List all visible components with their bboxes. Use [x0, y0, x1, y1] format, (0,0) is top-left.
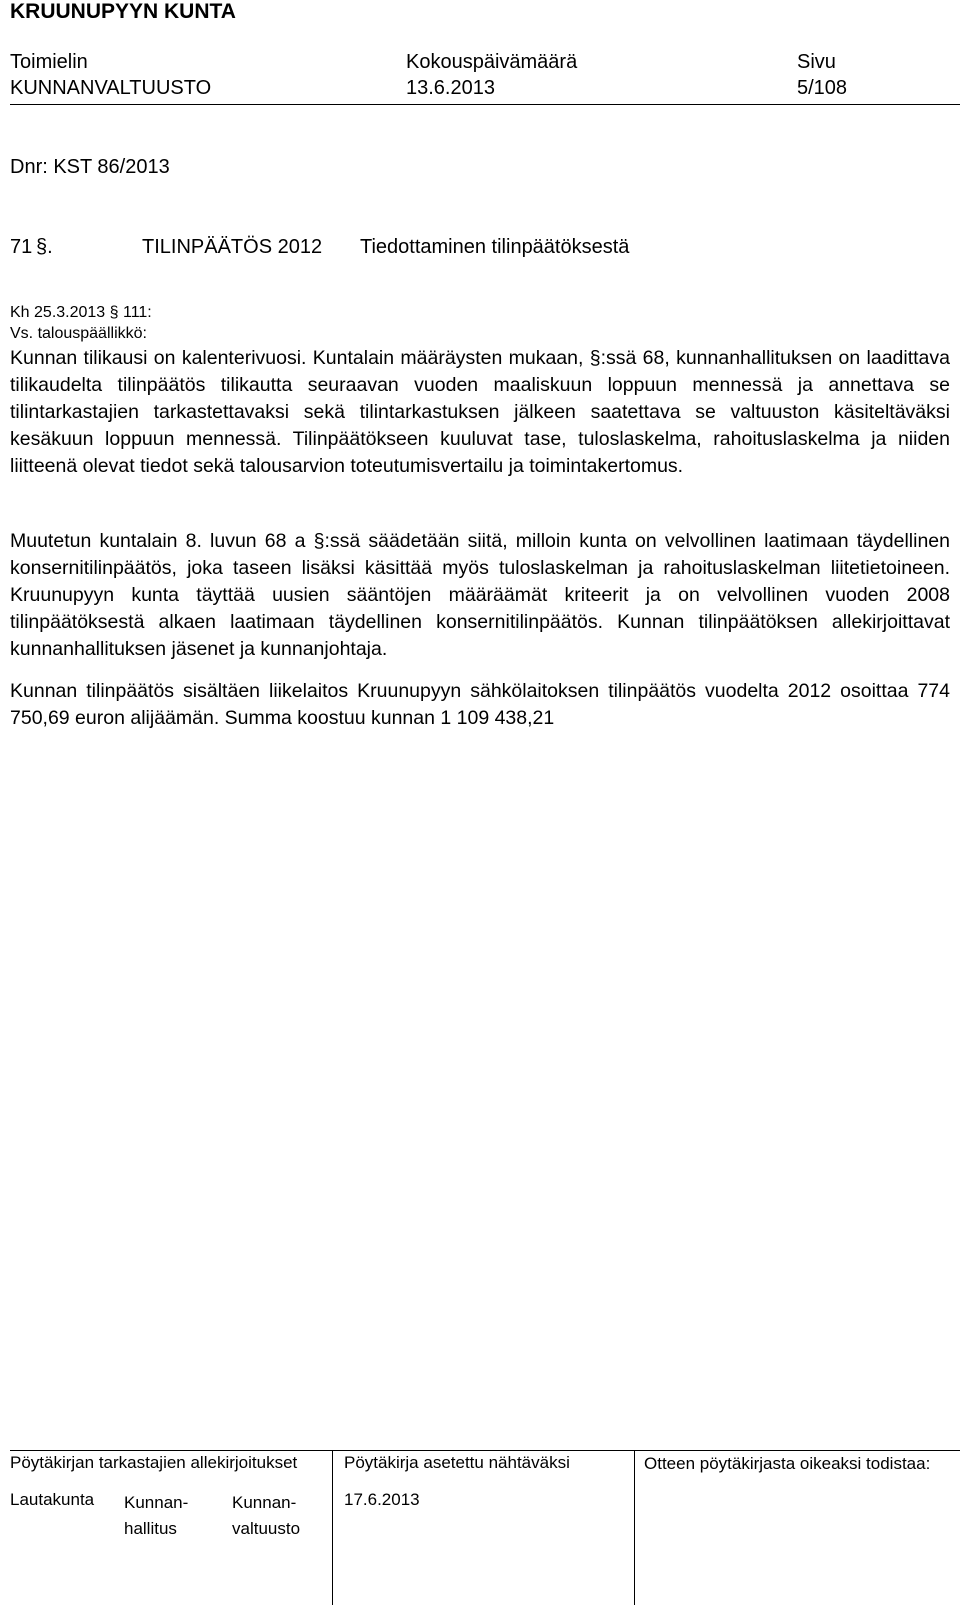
header-divider	[10, 104, 960, 105]
footer-certification-title: Otteen pöytäkirjasta oikeaksi todistaa:	[644, 1454, 931, 1473]
paragraph-1	[10, 345, 950, 480]
header-label-body: Toimielin	[10, 51, 88, 73]
paragraph-2	[10, 528, 950, 663]
preparer-title: Vs. talouspäällikkö:	[10, 325, 147, 342]
section-subtitle: Tiedottaminen tilinpäätöksestä	[360, 236, 630, 258]
footer-signature-lautakunta: Lautakunta	[10, 1490, 95, 1509]
dnr-reference: Dnr: KST 86/2013	[10, 156, 170, 178]
footer-divider	[10, 1450, 960, 1451]
section-number: 71	[10, 236, 33, 258]
footer-posted-date: 17.6.2013	[344, 1490, 420, 1509]
paragraph-3-text: Kunnan tilinpäätös sisältäen liikelaitos Kruunupyyn sähkölaitoksen tilinpäätös vuodelta 2012 osoittaa 774 750,69 euron alijäämän. Summa koostuu kunnan 1 109 438,21	[10, 680, 950, 729]
footer-column-divider-2	[634, 1451, 635, 1605]
header-label-page: Sivu	[797, 51, 836, 73]
organization-name: KRUUNUPYYN KUNTA	[10, 0, 236, 23]
footer-signature-kunnanhallitus: Kunnan- hallitus	[124, 1493, 189, 1538]
header-label-date: Kokouspäivämäärä	[406, 51, 578, 73]
section-title: TILINPÄÄTÖS 2012	[142, 236, 323, 258]
footer-posted-title: Pöytäkirja asetettu nähtäväksi	[344, 1453, 570, 1472]
paragraph-1-text: Kunnan tilikausi on kalenterivuosi. Kuntalain määräysten mukaan, §:ssä 68, kunnanhallituksen on laadittava tilikaudelta tilinpäätös tilikautta seuraavan vuoden maaliskuun loppuun mennessä ja annettava se tilintarkastajien tarkastettavaksi sekä tilintarkastuksen jälkeen saatettava se valtuuston käsiteltäväksi kesäkuun loppuun mennessä. Tilinpäätökseen kuuluvat tase, tuloslaskelma, rahoituslaskelma ja niiden liitteenä olevat tiedot sekä talousarvion toteutumisvertailu ja toimintakertomus.	[10, 347, 950, 477]
history-reference: Kh 25.3.2013 § 111:	[10, 304, 152, 321]
paragraph-2-text: Muutetun kuntalain 8. luvun 68 a §:ssä säädetään siitä, milloin kunta on velvollinen laatimaan täydellinen konsernitilinpäätös, joka taseen lisäksi käsittää myös tuloslaskelman ja rahoituslaskelman liitetietoineen. Kruunupyyn kunta täyttää uusien sääntöjen määräämät kriteerit ja on velvollinen vuoden 2008 tilinpäätöksestä alkaen laatimaan täydellinen konsernitilinpäätös. Kunnan tilinpäätöksen allekirjoittavat kunnanhallituksen jäsenet ja kunnanjohtaja.	[10, 530, 950, 660]
footer-column-divider-1	[332, 1451, 333, 1605]
section-symbol: §.	[36, 236, 53, 258]
header-value-date: 13.6.2013	[406, 77, 495, 99]
footer-signature-kunnanvaltuusto: Kunnan- valtuusto	[232, 1493, 301, 1538]
paragraph-3	[10, 678, 950, 732]
header-value-body: KUNNANVALTUUSTO	[10, 77, 212, 99]
header-value-page: 5/108	[797, 77, 848, 99]
footer-signatures-title: Pöytäkirjan tarkastajien allekirjoitukset	[10, 1453, 298, 1472]
